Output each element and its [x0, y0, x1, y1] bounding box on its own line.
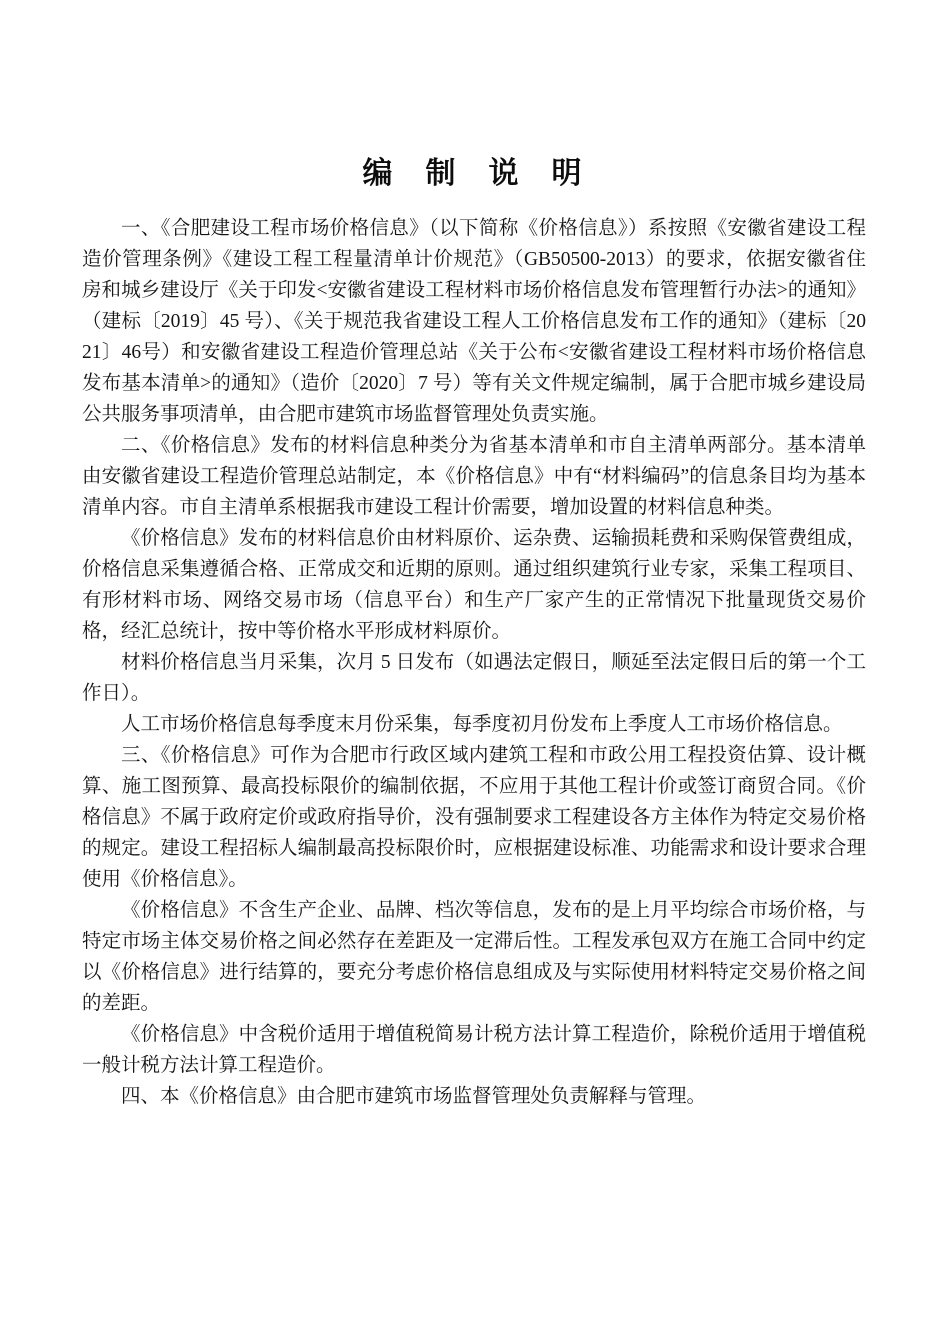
- body-paragraph: 材料价格信息当月采集，次月 5 日发布（如遇法定假日，顺延至法定假日后的第一个工作日）。: [82, 652, 866, 704]
- body-paragraph: 三、《价格信息》可作为合肥市行政区域内建筑工程和市政公用工程投资估算、设计概算、施工图预算、最高投标限价的编制依据，不应用于其他工程计价或签订商贸合同。《价格信息》不属于政府定价或政府指导价，没有强制要求工程建设各方主体作为特定交易价格的规定。建设工程招标人编制最高投标限价时，应根据建设标准、功能需求和设计要求合理使用《价格信息》。: [82, 745, 866, 890]
- body-paragraph: 二、《价格信息》发布的材料信息种类分为省基本清单和市自主清单两部分。基本清单由安徽省建设工程造价管理总站制定，本《价格信息》中有“材料编码”的信息条目均为基本清单内容。市自主清单系根据我市建设工程计价需要，增加设置的材料信息种类。: [82, 435, 866, 518]
- document-body: [82, 213, 866, 1112]
- body-paragraph: 《价格信息》中含税价适用于增值税简易计税方法计算工程造价，除税价适用于增值税一般计税方法计算工程造价。: [82, 1024, 866, 1076]
- body-paragraph: 《价格信息》发布的材料信息价由材料原价、运杂费、运输损耗费和采购保管费组成，价格信息采集遵循合格、正常成交和近期的原则。通过组织建筑行业专家，采集工程项目、有形材料市场、网络交易市场（信息平台）和生产厂家产生的正常情况下批量现货交易价格，经汇总统计，按中等价格水平形成材料原价。: [82, 528, 866, 642]
- page-title: 编 制 说 明: [362, 157, 588, 190]
- body-paragraph: 《价格信息》不含生产企业、品牌、档次等信息，发布的是上月平均综合市场价格，与特定市场主体交易价格之间必然存在差距及一定滞后性。工程发承包双方在施工合同中约定以《价格信息》进行结算的，要充分考虑价格信息组成及与实际使用材料特定交易价格之间的差距。: [82, 900, 866, 1014]
- body-paragraph: 四、本《价格信息》由合肥市建筑市场监督管理处负责解释与管理。: [121, 1086, 707, 1107]
- body-paragraph: 一、《合肥建设工程市场价格信息》（以下简称《价格信息》）系按照《安徽省建设工程造价管理条例》《建设工程工程量清单计价规范》（GB50500-2013）的要求，依据安徽省住房和城乡建设厅《关于印发<安徽省建设工程材料市场价格信息发布管理暂行办法>的通知》（建标〔2019〕45 号）、《关于规范我省建设工程人工价格信息发布工作的通知》（建标〔2021〕46号）和安徽省建设工程造价管理总站《关于公布<安徽省建设工程材料市场价格信息发布基本清单>的通知》（造价〔2020〕7 号）等有关文件规定编制，属于合肥市城乡建设局公共服务事项清单，由合肥市建筑市场监督管理处负责实施。: [82, 218, 866, 425]
- body-paragraph: 人工市场价格信息每季度末月份采集，每季度初月份发布上季度人工市场价格信息。: [121, 714, 843, 735]
